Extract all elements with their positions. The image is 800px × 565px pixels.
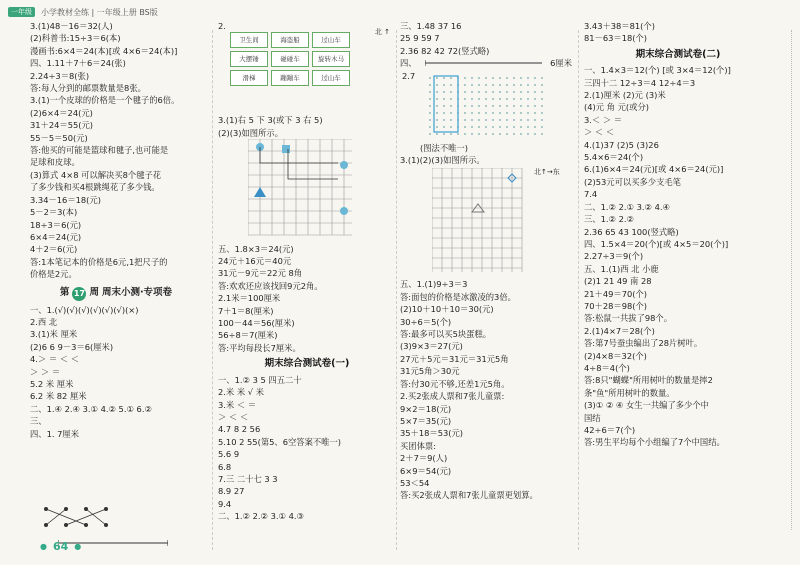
answer-line: 条"鱼"所用树叶的数量。 bbox=[584, 387, 675, 398]
week-label: 第 bbox=[59, 287, 70, 299]
answer-line: 2.24÷3＝8(张) bbox=[30, 70, 90, 81]
grade-badge: 一年级 bbox=[8, 7, 35, 17]
matching-lines-figure bbox=[42, 506, 112, 528]
answer-block bbox=[584, 64, 772, 449]
week-number: 17 bbox=[72, 287, 86, 301]
answer-line: 7＋1＝8(厘米) bbox=[218, 305, 274, 316]
answer-line: 4.7 8 2 56 bbox=[218, 424, 261, 435]
answer-block bbox=[400, 278, 572, 501]
answer-line: 6×9＝54(元) bbox=[400, 465, 452, 476]
answer-line: 四、1.11＋7＋6＝24(张) bbox=[30, 58, 126, 69]
question-label: 2. bbox=[218, 21, 226, 31]
answer-line: 3.43＋38＝81(个) bbox=[584, 21, 655, 31]
answer-line: 25 9 59 7 bbox=[400, 33, 440, 44]
park-sticker: 过山车 bbox=[312, 32, 350, 48]
compass-north-icon: 北↑→东 bbox=[534, 168, 560, 177]
answer-line: 足球和皮球。 bbox=[30, 157, 80, 168]
answer-line: 答:欢欢还应该找回9元2角。 bbox=[218, 280, 323, 291]
answer-line: 二、1.② 2.① 3.② 4.④ bbox=[584, 201, 670, 212]
answer-line: 3.34－16＝18(元) bbox=[30, 194, 101, 205]
column-2 bbox=[218, 20, 396, 523]
answer-line: (2)10＋10＋10＝30(元) bbox=[400, 304, 494, 315]
answer-block bbox=[400, 20, 572, 57]
answer-line: 五、1.(1)9÷3＝3 bbox=[400, 279, 468, 290]
answer-line: ＞ ＜ ＜ bbox=[584, 127, 615, 138]
answer-line: 31元－9元＝22元 8角 bbox=[218, 268, 303, 279]
answer-line: 2.米 米 √ 米 bbox=[218, 387, 265, 398]
answer-line: 27元＋5元＝31元＝31元5角 bbox=[400, 353, 509, 364]
column-divider bbox=[578, 30, 579, 550]
answer-line: (3)9×3＝27(元) bbox=[400, 341, 463, 352]
answer-line: 5－2＝3(本) bbox=[30, 207, 78, 218]
answer-line: 3.米 ＜ ＝ bbox=[218, 399, 257, 410]
compass-north-label: 北 bbox=[374, 28, 382, 37]
answer-line: 答:买2张成人票和7张儿童票更划算。 bbox=[400, 490, 538, 501]
answer-line: (2)6 6 9－3＝6(厘米) bbox=[30, 341, 114, 352]
page-number bbox=[40, 540, 81, 553]
answer-line: 一、1.② 3 5 四五二十 bbox=[218, 374, 302, 385]
park-sticker: 海盗船 bbox=[271, 32, 309, 48]
park-stickers bbox=[230, 32, 360, 86]
answer-line: 答:第7号蚕虫编出了28片树叶。 bbox=[584, 338, 703, 349]
answer-line: 三、 bbox=[30, 416, 47, 427]
answer-line: (2)科普书:15÷3＝6(本) bbox=[30, 33, 121, 44]
answer-line: 55－5＝50(元) bbox=[30, 132, 88, 143]
page-header bbox=[8, 6, 158, 18]
answer-block bbox=[218, 243, 396, 355]
answer-line: 2.(1)4×7＝28(个) bbox=[584, 325, 655, 336]
map-grid-figure bbox=[400, 166, 572, 278]
answer-line: 国结 bbox=[584, 412, 601, 423]
answer-line: 5.6 9 bbox=[218, 449, 240, 460]
answer-line: 5.10 2 55(第5、6空答案不唯一) bbox=[218, 436, 341, 447]
answer-line: 三、1.② 2.② bbox=[584, 214, 634, 225]
answer-line: 24元＋16元＝40元 bbox=[218, 256, 292, 267]
answer-line: 2＋7＝9(人) bbox=[400, 453, 448, 464]
answer-line: 答:1本笔记本的价格是6元,1把尺子的 bbox=[30, 256, 168, 267]
answer-line: 2.36 82 42 72(竖式略) bbox=[400, 45, 490, 56]
answer-line: 2.买2张成人票和7张儿童票: bbox=[400, 391, 505, 402]
section-title: 期末综合测试卷(一) bbox=[264, 358, 350, 370]
answer-line: 6.8 bbox=[218, 461, 232, 472]
question-label: 四、 bbox=[400, 58, 417, 69]
park-sticker: 碰碰车 bbox=[271, 51, 309, 67]
answer-line: 答:付30元不够,还差1元5角。 bbox=[400, 378, 510, 389]
book-title: 小学教材全练 | 一年级上册 BS版 bbox=[41, 7, 158, 17]
compass-arrow-icon: ↑ bbox=[384, 28, 390, 37]
answer-line: 答:面包的价格是冰激凌的3倍。 bbox=[400, 291, 516, 302]
column-3 bbox=[400, 20, 572, 502]
ruler-label: 6厘米 bbox=[550, 58, 572, 69]
answer-block bbox=[218, 374, 396, 523]
answer-line: 答:最多可以买5块蛋糕。 bbox=[400, 329, 492, 340]
ruler-row bbox=[400, 57, 572, 69]
column-divider bbox=[396, 30, 397, 550]
answer-line: 30÷6＝5(个) bbox=[400, 316, 452, 327]
dot-grid-figure bbox=[400, 70, 572, 142]
bead-marker bbox=[340, 207, 348, 215]
answer-line: 4÷8＝4(个) bbox=[584, 362, 630, 373]
answer-line: 31元5角＞30元 bbox=[400, 366, 460, 377]
column-4 bbox=[584, 20, 772, 449]
answer-line: 五、1.8×3＝24(元) bbox=[218, 243, 294, 254]
column-divider bbox=[212, 30, 213, 550]
answer-block bbox=[584, 20, 772, 45]
answer-line: 三四十二 12÷3＝4 12÷4＝3 bbox=[584, 77, 696, 88]
park-sticker: 旋转木马 bbox=[312, 51, 350, 67]
answer-line: 答:平均每段长7厘米。 bbox=[218, 342, 301, 353]
answer-line: 31＋24＝55(元) bbox=[30, 120, 94, 131]
answer-line: ＞ ＞ ＝ bbox=[30, 366, 61, 377]
ruler-line bbox=[425, 60, 543, 66]
answer-line: 8.9 27 bbox=[218, 486, 245, 497]
figure-note: (图法不唯一) bbox=[420, 142, 468, 153]
answer-line: 5.2 米 厘米 bbox=[30, 378, 74, 389]
answer-line: 二、1.④ 2.④ 3.① 4.② 5.① 6.② bbox=[30, 403, 152, 414]
answer-line: 了多少钱和买4根跳绳花了多少钱。 bbox=[30, 182, 160, 193]
triangle-marker bbox=[254, 187, 266, 197]
grid-figure bbox=[248, 139, 358, 239]
answer-line: 买团体票: bbox=[400, 440, 436, 451]
answer-line: 9×2＝18(元) bbox=[400, 403, 452, 414]
answer-line: 100－44＝56(厘米) bbox=[218, 318, 295, 329]
answer-line: 答:他买的可能是篮球和毽子,也可能是 bbox=[30, 145, 169, 156]
answer-line: 一、1.(√)(√)(√)(√)(√)(√)(×) bbox=[30, 304, 139, 315]
answer-line: (2)4×8＝32(个) bbox=[584, 350, 647, 361]
answer-line: 21＋49＝70(个) bbox=[584, 288, 648, 299]
compass bbox=[375, 26, 390, 38]
answer-line: 9.4 bbox=[218, 498, 232, 509]
section-title: 期末综合测试卷(二) bbox=[635, 48, 721, 60]
answer-line: (2)53元可以买多少支毛笔 bbox=[584, 176, 681, 187]
answer-line: 价格是2元。 bbox=[30, 269, 77, 280]
park-sticker: 蹦蹦车 bbox=[271, 70, 309, 86]
column-1 bbox=[30, 20, 202, 440]
answer-block bbox=[30, 20, 202, 281]
answer-line: 2.1米＝100厘米 bbox=[218, 293, 281, 304]
answer-line: 漫画书:6×4＝24(本)[或 4×6＝24(本)] bbox=[30, 45, 178, 56]
answer-block bbox=[218, 114, 396, 139]
answer-line: (2)1 21 49 南 28 bbox=[584, 276, 652, 287]
answer-line: 3.(1)(2)(3)如图所示。 bbox=[400, 155, 485, 166]
answer-line: 3.＜ ＞ ＝ bbox=[584, 114, 623, 125]
answer-block bbox=[30, 304, 202, 440]
answer-line: 三、1.48 37 16 bbox=[400, 21, 462, 31]
answer-line: 18÷3＝6(元) bbox=[30, 219, 82, 230]
park-sticker: 卫生间 bbox=[230, 32, 268, 48]
answer-line: 2.(1)厘米 (2)元 (3)米 bbox=[584, 90, 666, 101]
answer-line: 70＋28＝98(个) bbox=[584, 300, 648, 311]
answer-line: 答:每人分到的邮票数量是8张。 bbox=[30, 83, 146, 94]
page-number-text: 64 bbox=[52, 540, 69, 553]
answer-line: 五、1.(1)西 北 小鹿 bbox=[584, 263, 659, 274]
answer-block bbox=[400, 154, 572, 166]
answer-line: 56÷8＝7(厘米) bbox=[218, 330, 278, 341]
week-title: 周末小测·专项卷 bbox=[101, 287, 173, 299]
dot-icon: ● bbox=[40, 542, 47, 551]
answer-line: 答:8只"蝴蝶"所用树叶的数量是摔2 bbox=[584, 375, 713, 386]
answer-line: 4.(1)37 (2)5 (3)26 bbox=[584, 139, 659, 150]
page-edge bbox=[791, 30, 792, 530]
answer-line: (2)6×4＝24(元) bbox=[30, 107, 93, 118]
answer-line: (4)元 角 元(或分) bbox=[584, 102, 649, 113]
map-grid bbox=[432, 168, 528, 274]
answer-line: 3.(1)右 5 下 3(或下 3 右 5) bbox=[218, 115, 323, 126]
answer-line: 四、1. 7厘米 bbox=[30, 428, 80, 439]
bead-marker bbox=[340, 161, 348, 169]
answer-line: 5.4×6＝24(个) bbox=[584, 152, 644, 163]
answer-line: 35＋18＝53(元) bbox=[400, 428, 464, 439]
answer-line: 5×7＝35(元) bbox=[400, 415, 452, 426]
answer-line: (3)① ② ④ 女生一共编了多少个中 bbox=[584, 400, 709, 411]
answer-line: 42÷6＝7(个) bbox=[584, 425, 636, 435]
week-label: 周 bbox=[89, 287, 99, 299]
answer-line: 6.2 米 82 厘米 bbox=[30, 391, 87, 402]
answer-line: 7.4 bbox=[584, 189, 598, 200]
square-marker bbox=[282, 145, 290, 153]
park-sticker: 过山车 bbox=[312, 70, 350, 86]
answer-line: 4＋2＝6(元) bbox=[30, 244, 78, 255]
answer-line: 2.36 65 43 100(竖式略) bbox=[584, 226, 679, 237]
answer-line: 2.27÷3＝9(个) bbox=[584, 251, 644, 262]
answer-line: 3.(1)48－16＝32(人) bbox=[30, 21, 113, 31]
answer-line: ＞ ＜ ＜ bbox=[218, 411, 249, 422]
answer-line: 二、1.② 2.② 3.① 4.③ bbox=[218, 511, 304, 522]
answer-line: 答:男生平均每个小组编了7个中国结。 bbox=[584, 437, 725, 448]
week-heading bbox=[30, 287, 202, 301]
compass bbox=[534, 166, 560, 178]
answer-line: 3.(1)米 厘米 bbox=[30, 329, 78, 340]
answer-line: 6×4＝24(元) bbox=[30, 231, 82, 242]
answer-line: 3.(1)一个皮球的价格是一个毽子的6倍。 bbox=[30, 95, 180, 106]
answer-line: 一、1.4×3＝12(个) [或 3×4＝12(个)] bbox=[584, 65, 731, 76]
park-sticker: 大摆锤 bbox=[230, 51, 268, 67]
answer-line: 四、1.5×4＝20(个)[或 4×5＝20(个)] bbox=[584, 238, 729, 249]
park-map bbox=[218, 28, 396, 114]
answer-line: 6.(1)6×4＝24(元)[或 4×6＝24(元)] bbox=[584, 164, 724, 175]
answer-line: 81－63＝18(个) bbox=[584, 33, 648, 44]
answer-line: (2)(3)如图所示。 bbox=[218, 127, 283, 138]
answer-line: 2.西 北 bbox=[30, 316, 58, 327]
answer-line: (3)算式 4×8 可以解决买8个毽子花 bbox=[30, 169, 162, 180]
answer-line: 4.＞ ＝ ＜ ＜ bbox=[30, 354, 80, 365]
dot-grid bbox=[426, 74, 546, 136]
answer-line: 答:松鼠一共拔了98个。 bbox=[584, 313, 673, 324]
answer-line: 7.三 二十七 3 3 bbox=[218, 473, 278, 484]
dot-icon: ● bbox=[74, 542, 82, 551]
answer-line: 53＜54 bbox=[400, 477, 430, 488]
question-label: 2.7 bbox=[402, 70, 416, 81]
park-sticker: 滑梯 bbox=[230, 70, 268, 86]
